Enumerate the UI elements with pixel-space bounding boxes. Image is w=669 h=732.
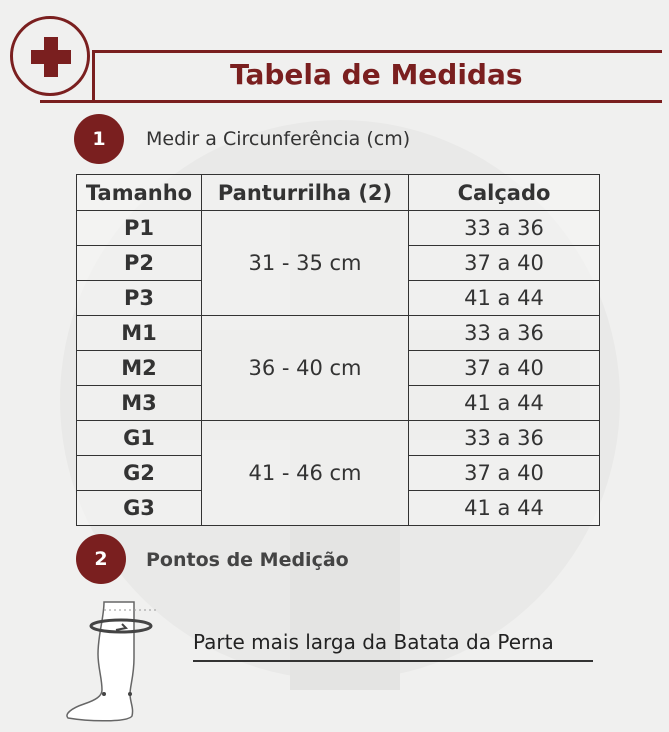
shoe-cell: 33 a 36: [409, 211, 600, 246]
shoe-cell: 37 a 40: [409, 456, 600, 491]
page-title: Tabela de Medidas: [230, 58, 523, 91]
size-cell: P2: [77, 246, 202, 281]
step-2-badge: 2: [76, 534, 126, 584]
logo: [10, 16, 90, 96]
size-cell: P1: [77, 211, 202, 246]
shoe-cell: 33 a 36: [409, 421, 600, 456]
size-cell: M3: [77, 386, 202, 421]
leg-illustration-icon: [62, 598, 162, 728]
column-header-calf: Panturrilha (2): [202, 175, 409, 211]
column-header-size: Tamanho: [77, 175, 202, 211]
shoe-cell: 41 a 44: [409, 281, 600, 316]
table-row: [77, 211, 600, 246]
step-2-label: Pontos de Medição: [146, 549, 349, 571]
calf-range-cell: 36 - 40 cm: [202, 316, 409, 421]
table-row: [77, 421, 600, 456]
shoe-cell: 37 a 40: [409, 351, 600, 386]
calf-range-cell: 41 - 46 cm: [202, 421, 409, 526]
shoe-cell: 33 a 36: [409, 316, 600, 351]
size-cell: M2: [77, 351, 202, 386]
size-cell: G2: [77, 456, 202, 491]
size-table: [76, 174, 600, 526]
table-row: [77, 316, 600, 351]
size-cell: M1: [77, 316, 202, 351]
measurement-point-caption: Parte mais larga da Batata da Perna: [193, 630, 593, 662]
table-header-row: [77, 175, 600, 211]
step-1-label: Medir a Circunferência (cm): [146, 128, 411, 150]
column-header-shoe: Calçado: [409, 175, 600, 211]
header-line-bottom: [40, 100, 662, 103]
header-line-left: [92, 50, 95, 103]
size-cell: G1: [77, 421, 202, 456]
shoe-cell: 37 a 40: [409, 246, 600, 281]
shoe-cell: 41 a 44: [409, 386, 600, 421]
step-1-badge: 1: [74, 114, 124, 164]
shoe-cell: 41 a 44: [409, 491, 600, 526]
size-cell: P3: [77, 281, 202, 316]
medical-cross-icon: [27, 33, 75, 81]
size-cell: G3: [77, 491, 202, 526]
calf-range-cell: 31 - 35 cm: [202, 211, 409, 316]
header-line-top: [92, 50, 662, 53]
